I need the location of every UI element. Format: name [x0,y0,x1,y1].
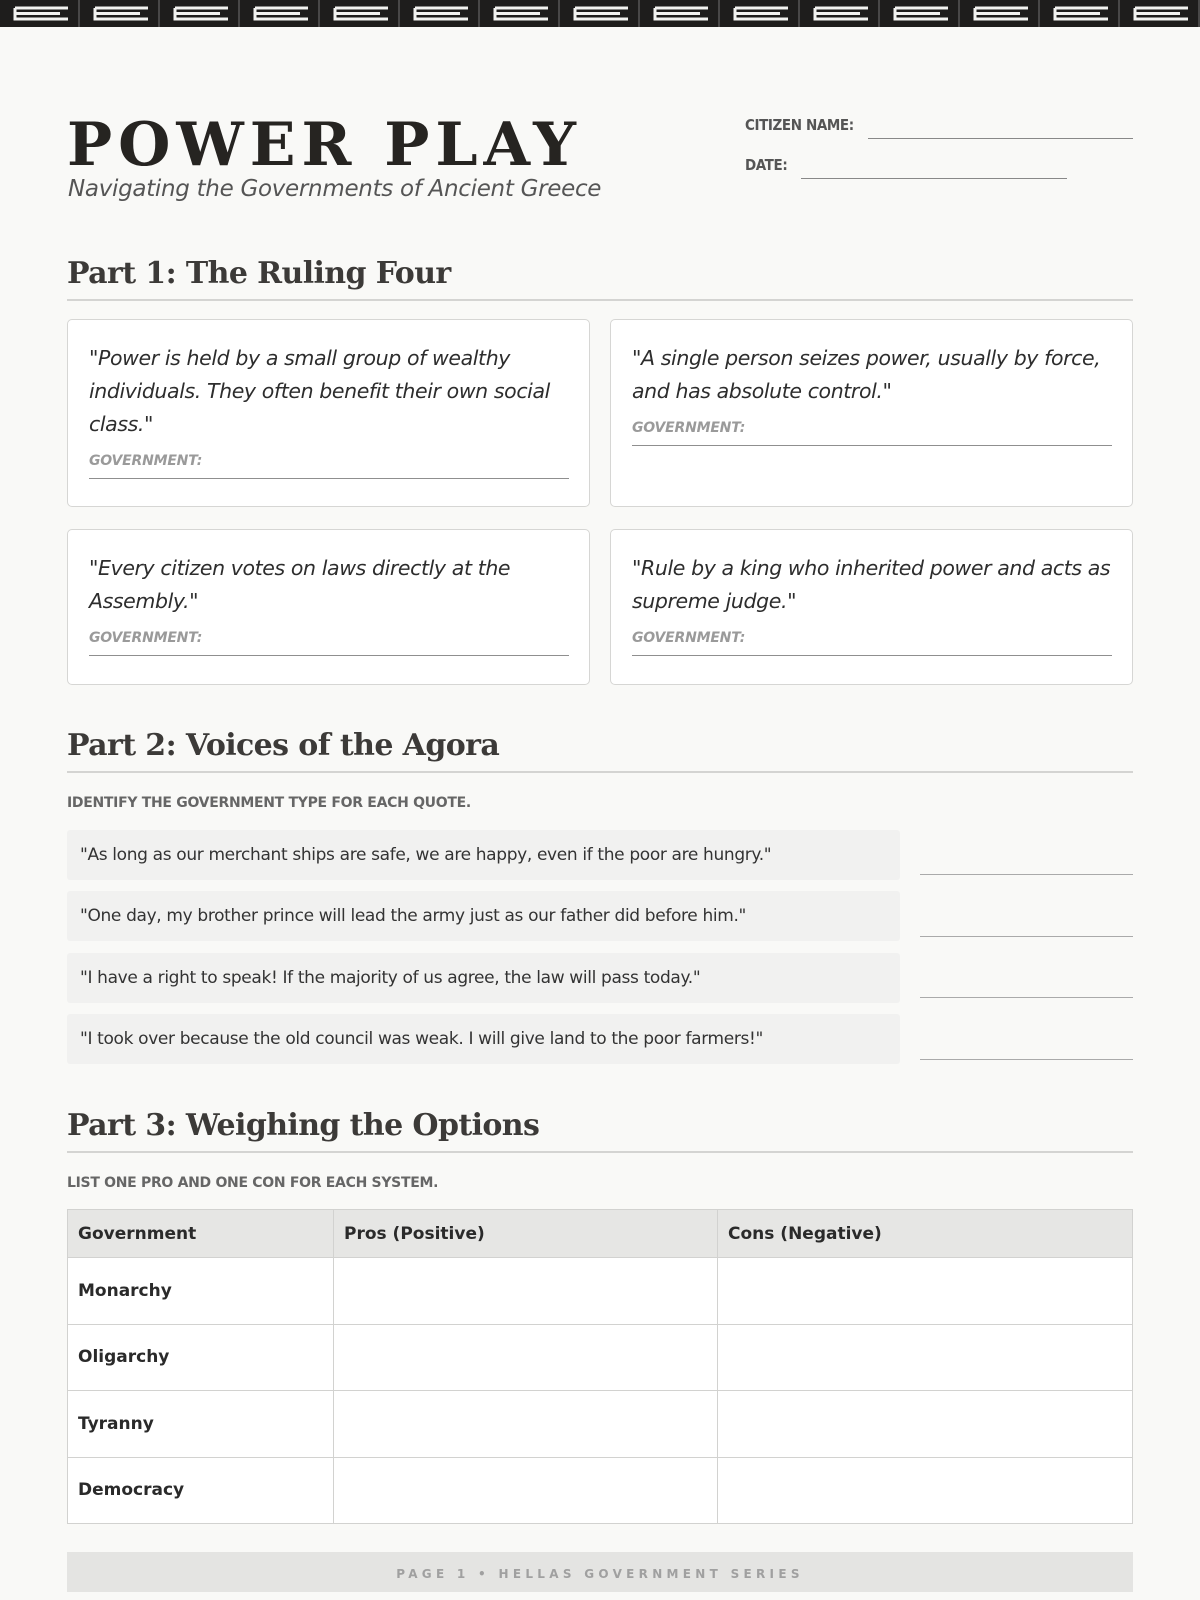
card-quote: "Power is held by a small group of wealthy individuals. They often benefit their own social class." [89,346,550,436]
government-answer-field[interactable]: GOVERNMENT: [89,630,569,656]
pros-cell[interactable] [334,1457,718,1524]
part3-instruction: LIST ONE PRO AND ONE CON FOR EACH SYSTEM. [67,1175,439,1191]
cons-cell[interactable] [718,1457,1133,1524]
government-cell: Monarchy [68,1258,334,1325]
date-field[interactable] [801,178,1067,179]
quote-answer-field[interactable] [920,936,1133,937]
quote-answer-field[interactable] [920,997,1133,998]
cons-cell[interactable] [718,1324,1133,1391]
cons-cell[interactable] [718,1391,1133,1458]
part2-title: Part 2: Voices of the Agora [67,728,1133,773]
pros-cell[interactable] [334,1391,718,1458]
card-quote: "A single person seizes power, usually by force, and has absolute control." [632,346,1101,403]
table-row [68,1457,1133,1524]
column-header: Pros (Positive) [334,1210,718,1258]
pros-cons-table [67,1209,1133,1524]
definition-card [67,529,590,685]
government-answer-field[interactable]: GOVERNMENT: [89,453,569,479]
column-header: Government [68,1210,334,1258]
part1-title: Part 1: The Ruling Four [67,256,1133,301]
agora-quote: "As long as our merchant ships are safe, we are happy, even if the poor are hungry." [67,830,900,880]
table-row [68,1324,1133,1391]
government-cell: Oligarchy [68,1324,334,1391]
agora-quote: "One day, my brother prince will lead the army just as our father did before him." [67,891,900,941]
table-row [68,1258,1133,1325]
page-footer: PAGE 1 • HELLAS GOVERNMENT SERIES [67,1552,1133,1592]
government-answer-field[interactable]: GOVERNMENT: [632,630,1112,656]
card-quote: "Every citizen votes on laws directly at the Assembly." [89,556,511,613]
column-header: Cons (Negative) [718,1210,1133,1258]
pros-cell[interactable] [334,1324,718,1391]
citizen-name-label: CITIZEN NAME: [745,116,854,134]
definition-card [610,319,1133,507]
worksheet-header [67,110,1133,220]
pros-cell[interactable] [334,1258,718,1325]
citizen-name-field[interactable] [868,138,1133,139]
date-label: DATE: [745,156,788,174]
page-subtitle: Navigating the Governments of Ancient Greece [68,176,602,202]
page-title: POWER PLAY [67,110,582,180]
government-cell: Democracy [68,1457,334,1524]
government-answer-field[interactable]: GOVERNMENT: [632,420,1112,446]
cons-cell[interactable] [718,1258,1133,1325]
part3-title: Part 3: Weighing the Options [67,1108,1133,1153]
card-quote: "Rule by a king who inherited power and acts as supreme judge." [632,556,1111,613]
greek-key-border [0,0,1200,27]
definition-card [67,319,590,507]
definition-card [610,529,1133,685]
government-cell: Tyranny [68,1391,334,1458]
quote-answer-field[interactable] [920,1059,1133,1060]
agora-quote: "I took over because the old council was weak. I will give land to the poor farmers!" [67,1014,900,1064]
part2-instruction: IDENTIFY THE GOVERNMENT TYPE FOR EACH QUOTE. [67,795,471,811]
table-row [68,1391,1133,1458]
quote-answer-field[interactable] [920,874,1133,875]
agora-quote: "I have a right to speak! If the majority of us agree, the law will pass today." [67,953,900,1003]
table-header-row [68,1210,1133,1258]
